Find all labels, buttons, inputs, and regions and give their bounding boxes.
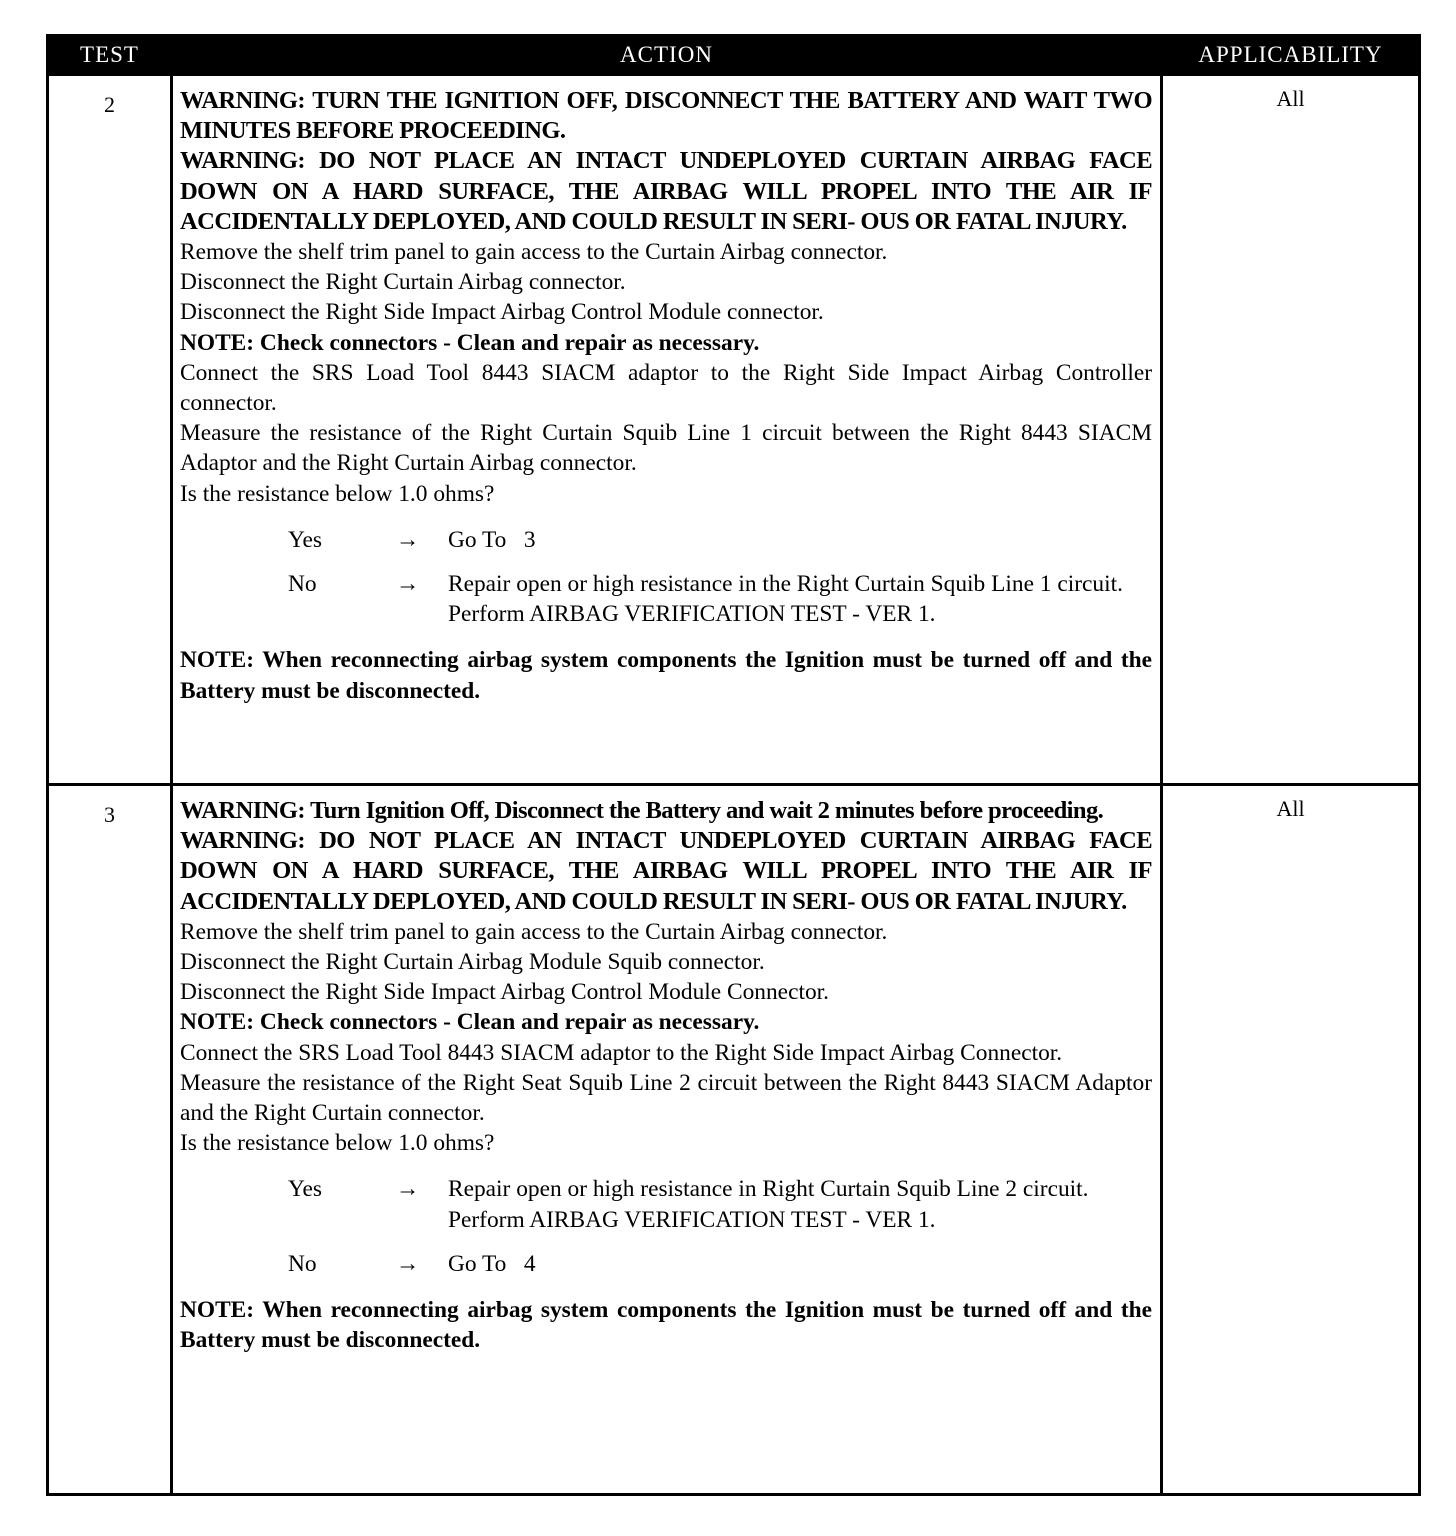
test-row-2 — [48, 75, 1420, 785]
step-text: Disconnect the Right Curtain Airbag connector. — [180, 269, 626, 296]
step-text: Disconnect the Right Side Impact Airbag Control Module Connector. — [180, 979, 829, 1006]
no-branch — [180, 1249, 1152, 1279]
warning-text: WARNING: DO NOT PLACE AN INTACT UNDEPLOYED CURTAIN AIRBAG FACE DOWN ON A HARD SURFACE, THE AIRBAG WILL PROPEL INTO THE AIR IF ACCIDENTALLY DEPLOYED, AND COULD RESULT IN SERI- OUS OR FATAL INJURY. — [180, 827, 1152, 915]
step-text: Remove the shelf trim panel to gain access to the Curtain Airbag connector. — [180, 239, 888, 266]
diagnostic-test-table — [46, 34, 1421, 1496]
header-test: TEST — [48, 36, 172, 75]
no-result — [448, 1249, 1152, 1279]
step-text: Disconnect the Right Side Impact Airbag Control Module connector. — [180, 299, 824, 326]
arrow-right-icon: → — [396, 1176, 420, 1203]
result-text: Repair open or high resistance in the Right Curtain Squib Line 1 circuit. — [448, 571, 1123, 598]
note-text: NOTE: When reconnecting airbag system components the Ignition must be turned off and the Battery must be disconnected. — [180, 647, 1152, 704]
result-text: Perform AIRBAG VERIFICATION TEST - VER 1. — [448, 1206, 936, 1233]
applicability-value: All — [1162, 785, 1420, 1495]
question-text: Is the resistance below 1.0 ohms? — [180, 1130, 495, 1157]
header-row — [48, 36, 1420, 75]
arrow-right-icon: → — [396, 526, 420, 553]
question-text: Is the resistance below 1.0 ohms? — [180, 480, 495, 507]
no-label: No — [288, 1250, 317, 1277]
action-cell — [172, 785, 1162, 1495]
test-row-3 — [48, 785, 1420, 1495]
yes-branch — [180, 525, 1152, 555]
no-label: No — [288, 571, 317, 598]
no-branch — [180, 569, 1152, 629]
yes-branch — [180, 1174, 1152, 1234]
note-text: NOTE: Check connectors - Clean and repair as necessary. — [180, 329, 760, 356]
step-text: Connect the SRS Load Tool 8443 SIACM adaptor to the Right Side Impact Airbag Connector. — [180, 1039, 1063, 1066]
arrow-right-icon: → — [396, 571, 420, 598]
step-text: Connect the SRS Load Tool 8443 SIACM adaptor to the Right Side Impact Airbag Controller connector. — [180, 359, 1152, 417]
header-action: ACTION — [172, 36, 1162, 75]
warning-text: WARNING: Turn Ignition Off, Disconnect the Battery and wait 2 minutes before proceeding. — [180, 797, 1104, 824]
note-text: NOTE: Check connectors - Clean and repair as necessary. — [180, 1009, 760, 1036]
result-text: Repair open or high resistance in Right Curtain Squib Line 2 circuit. — [448, 1176, 1089, 1203]
header-applicability: APPLICABILITY — [1162, 36, 1420, 75]
action-cell — [172, 75, 1162, 785]
step-text: Remove the shelf trim panel to gain access to the Curtain Airbag connector. — [180, 918, 888, 945]
warning-text: WARNING: TURN THE IGNITION OFF, DISCONNECT THE BATTERY AND WAIT TWO MINUTES BEFORE PROCEEDING. — [180, 87, 1152, 145]
no-result — [448, 569, 1152, 629]
result-text: Go To 3 — [448, 526, 536, 553]
test-number: 3 — [48, 785, 172, 1495]
step-text: Disconnect the Right Curtain Airbag Module Squib connector. — [180, 949, 765, 976]
arrow-right-icon: → — [396, 1250, 420, 1277]
yes-result — [448, 1174, 1152, 1234]
test-number: 2 — [48, 75, 172, 785]
warning-text: WARNING: DO NOT PLACE AN INTACT UNDEPLOYED CURTAIN AIRBAG FACE DOWN ON A HARD SURFACE, THE AIRBAG WILL PROPEL INTO THE AIR IF ACCIDENTALLY DEPLOYED, AND COULD RESULT IN SERI- OUS OR FATAL INJURY. — [180, 147, 1152, 235]
result-text: Perform AIRBAG VERIFICATION TEST - VER 1. — [448, 601, 936, 628]
applicability-value: All — [1162, 75, 1420, 785]
step-text: Measure the resistance of the Right Seat Squib Line 2 circuit between the Right 8443 SIACM Adaptor and the Right Curtain connector. — [180, 1069, 1152, 1127]
result-text: Go To 4 — [448, 1250, 536, 1277]
step-text: Measure the resistance of the Right Curtain Squib Line 1 circuit between the Right 8443 SIACM Adaptor and the Right Curtain Airbag connector. — [180, 420, 1152, 477]
note-text: NOTE: When reconnecting airbag system components the Ignition must be turned off and the Battery must be disconnected. — [180, 1297, 1152, 1354]
yes-label: Yes — [288, 526, 323, 553]
yes-label: Yes — [288, 1176, 323, 1203]
yes-result — [448, 525, 1152, 555]
